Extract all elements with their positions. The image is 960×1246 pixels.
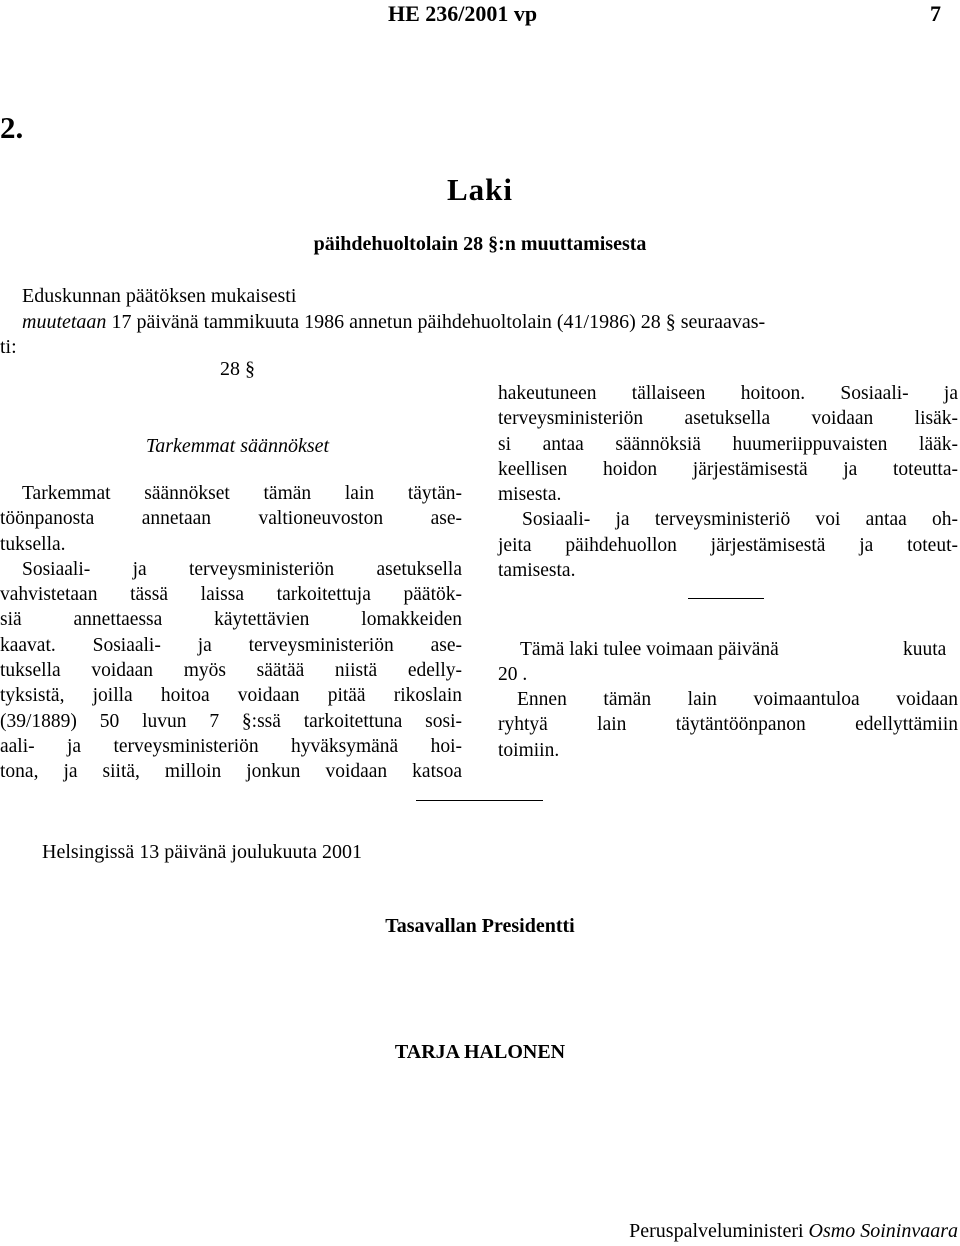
minister-name: Osmo Soininvaara: [808, 1220, 958, 1242]
president-name: TARJA HALONEN: [394, 1041, 566, 1063]
left-para1-line: töönpanosta annetaan valtioneuvoston ase-: [0, 508, 462, 530]
left-para2-line: Sosiaali- ja terveysministeriön asetuksella: [22, 558, 462, 580]
left-para2-line: tuksella voidaan myös säätää niistä edelly-: [0, 660, 462, 682]
left-column-text: [0, 481, 462, 785]
amend-prefix: muutetaan: [22, 311, 107, 333]
right-para1-line: keellisen hoidon järjestämisestä ja toteutta-: [498, 458, 958, 480]
left-para2-line: tyksistä, joilla hoitoa voidaan pitää rikoslain: [0, 685, 462, 707]
left-para2-line: tona, ja siitä, milloin jonkun voidaan katsoa: [0, 761, 462, 783]
page-number: 7: [930, 1, 941, 26]
entry-into-force-line1: Tämä laki tulee voimaan päivänä: [520, 639, 779, 660]
left-para2-line: kaavat. Sosiaali- ja terveysministeriön ase-: [0, 634, 462, 656]
enacting-clause: Eduskunnan päätöksen mukaisesti: [22, 285, 297, 307]
minister-title: Peruspalveluministeri: [629, 1220, 804, 1242]
minister-signature: [629, 1219, 958, 1244]
amend-line-2: ti:: [0, 336, 17, 358]
entry-into-force-month: kuuta: [903, 639, 947, 660]
section-number: 2.: [0, 110, 24, 145]
right-para2-line: jeita päihdehuollon järjestämisestä ja toteut-: [498, 534, 958, 556]
section-heading: Tarkemmat säännökset: [145, 435, 330, 457]
amend-clause: [22, 310, 765, 335]
president-title: Tasavallan Presidentti: [385, 915, 575, 937]
document-id: HE 236/2001 vp: [388, 1, 538, 26]
right-para2-line: Sosiaali- ja terveysministeriö voi antaa oh-: [522, 509, 958, 531]
left-para1-line: tuksella.: [0, 533, 66, 555]
left-para1-line: Tarkemmat säännökset tämän lain täytän-: [22, 483, 462, 504]
right-para1-line: si antaa säännöksiä huumeriippuvaisten lääk-: [498, 433, 958, 455]
transition-line: ryhtyä lain täytäntöönpanon edellyttämiin: [498, 714, 958, 736]
law-end-divider: [416, 800, 543, 801]
entry-into-force-year: 20 .: [498, 664, 528, 685]
amend-line-1: 17 päivänä tammikuuta 1986 annetun päihdehuoltolain (41/1986) 28 § seuraavas-: [111, 311, 766, 333]
transition-line: toimiin.: [498, 739, 560, 761]
right-para1-line: hakeutuneen tällaiseen hoitoon. Sosiaali- ja: [498, 383, 958, 404]
place-date: Helsingissä 13 päivänä joulukuuta 2001: [42, 841, 362, 863]
left-para2-line: vahvistetaan tässä laissa tarkoitettuja päätök-: [0, 584, 462, 606]
left-para2-line: aali- ja terveysministeriön hyväksymänä hoi-: [0, 735, 462, 757]
right-para1-line: terveysministeriön asetuksella voidaan lisäk-: [498, 408, 958, 430]
left-para2-line: (39/1889) 50 luvun 7 §:ssä tarkoitettuna sosi-: [0, 710, 462, 732]
law-title: Laki: [446, 172, 514, 207]
right-para1-line: misesta.: [498, 484, 562, 506]
law-subtitle: päihdehuoltolain 28 §:n muuttamisesta: [313, 233, 647, 255]
section-paragraph-number: 28 §: [220, 358, 255, 380]
right-column-text: [498, 381, 958, 583]
right-para2-line: tamisesta.: [498, 560, 576, 582]
transition-provision: [498, 687, 958, 763]
left-para2-line: siä annettaessa käytettävien lomakkeiden: [0, 609, 462, 631]
transition-line: Ennen tämän lain voimaantuloa voidaan: [517, 689, 958, 710]
section-divider: [688, 598, 764, 599]
